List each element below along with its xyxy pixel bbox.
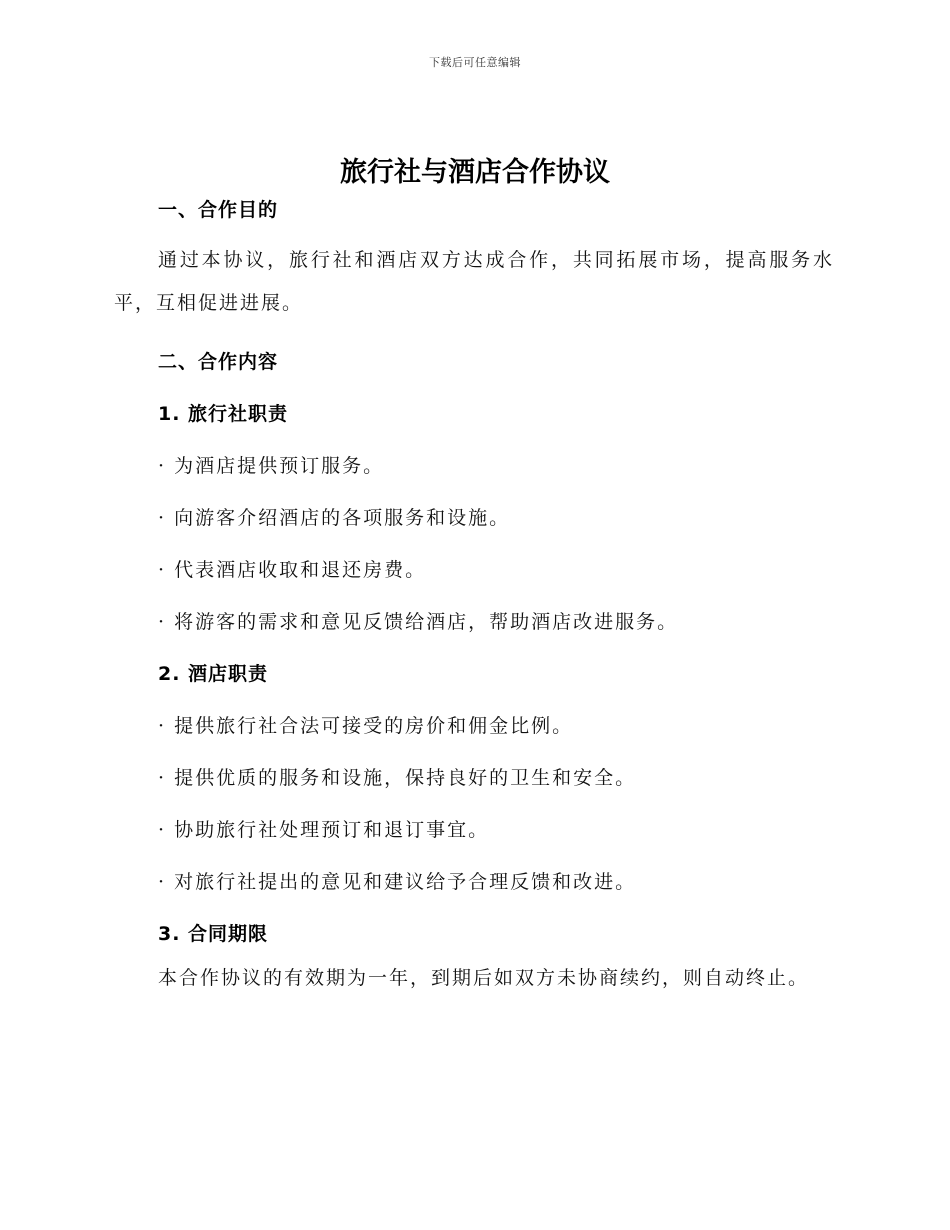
- agency-duty-item: · 向游客介绍酒店的各项服务和设施。: [158, 507, 511, 529]
- agency-duty-item: · 代表酒店收取和退还房费。: [158, 559, 427, 581]
- agency-duty-item: · 将游客的需求和意见反馈给酒店，帮助酒店改进服务。: [158, 611, 679, 633]
- section-heading-purpose: 一、合作目的: [158, 199, 279, 221]
- purpose-paragraph: 通过本协议，旅行社和酒店双方达成合作，共同拓展市场，提高服务水平，互相促进进展。: [114, 249, 834, 314]
- section-heading-content: 二、合作内容: [158, 351, 279, 373]
- document-title: 旅行社与酒店合作协议: [340, 157, 610, 188]
- hotel-duty-item: · 协助旅行社处理预订和退订事宜。: [158, 819, 490, 841]
- header-note: 下载后可任意编辑: [429, 56, 521, 69]
- document-body: [114, 196, 834, 1000]
- hotel-duty-item: · 对旅行社提出的意见和建议给予合理反馈和改进。: [158, 871, 637, 893]
- subheading-agency-duties: 1. 旅行社职责: [158, 403, 289, 425]
- term-paragraph: 本合作协议的有效期为一年，到期后如双方未协商续约，则自动终止。: [158, 967, 810, 989]
- agency-duty-item: · 为酒店提供预订服务。: [158, 455, 385, 477]
- hotel-duty-item: · 提供优质的服务和设施，保持良好的卫生和安全。: [158, 767, 637, 789]
- subheading-contract-term: 3. 合同期限: [158, 923, 269, 945]
- hotel-duty-item: · 提供旅行社合法可接受的房价和佣金比例。: [158, 715, 574, 737]
- subheading-hotel-duties: 2. 酒店职责: [158, 663, 269, 685]
